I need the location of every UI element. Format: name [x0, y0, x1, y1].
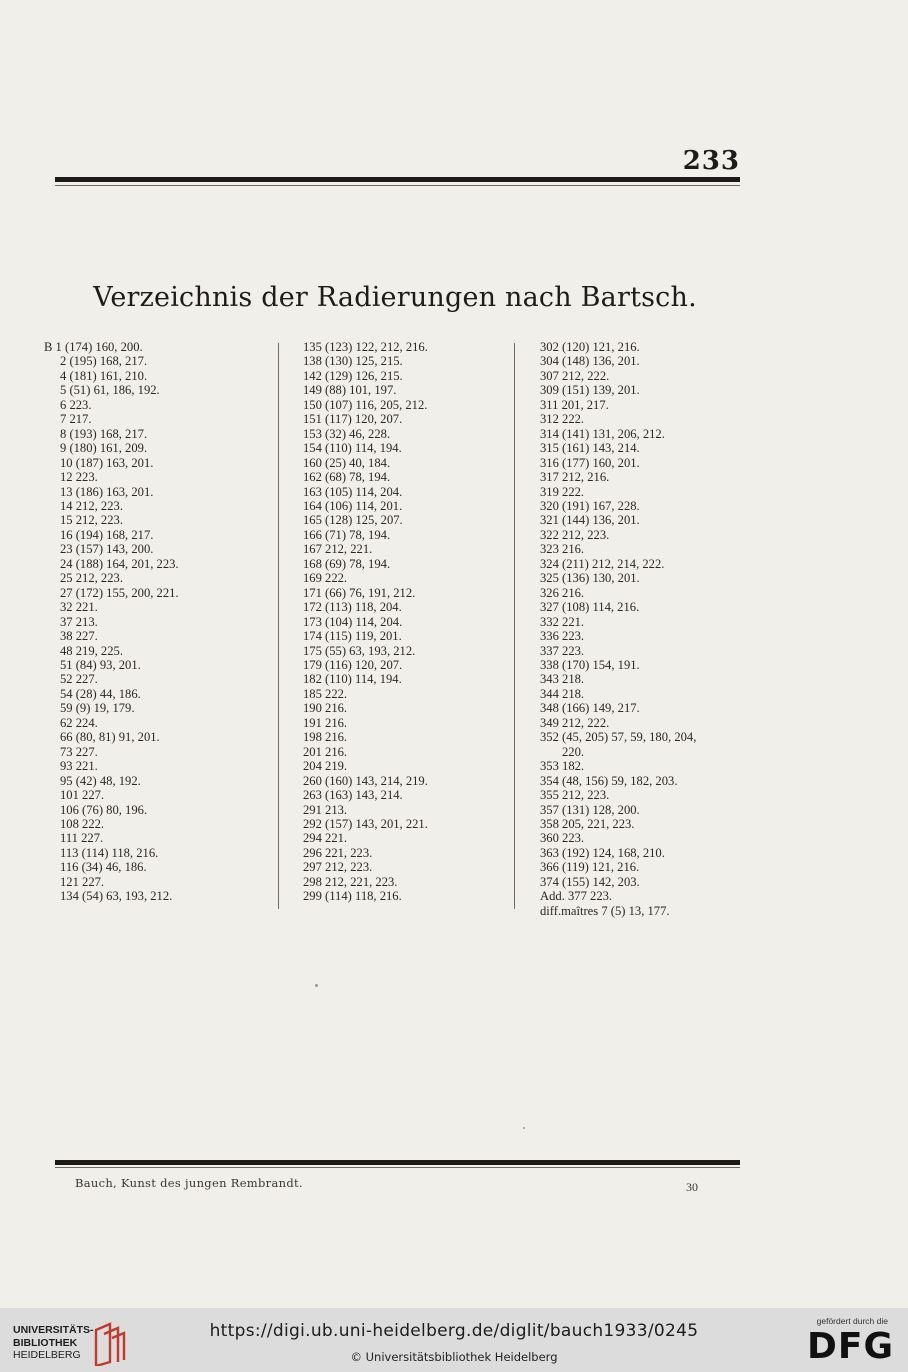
running-footer-title: Bauch, Kunst des jungen Rembrandt.: [75, 1176, 303, 1190]
index-entry: 175 (55) 63, 193, 212.: [303, 643, 416, 658]
index-entry: 322 212, 223.: [540, 527, 610, 542]
index-entry: 198 216.: [303, 730, 348, 745]
index-column-2: [303, 340, 508, 904]
page-title: Verzeichnis der Radierungen nach Bartsch.: [93, 282, 697, 313]
index-entry: 307 212, 222.: [540, 368, 610, 383]
index-entry: 162 (68) 78, 194.: [303, 470, 391, 485]
index-entry: 179 (116) 120, 207.: [303, 657, 403, 672]
index-entry: 323 216.: [540, 542, 585, 557]
column-divider-1: [278, 343, 279, 909]
index-entry: 15 212, 223.: [60, 513, 123, 528]
index-entry: 135 (123) 122, 212, 216.: [303, 340, 428, 354]
index-entry: 9 (180) 161, 209.: [60, 441, 148, 456]
index-entry: 302 (120) 121, 216.: [540, 340, 640, 354]
index-entry: 304 (148) 136, 201.: [540, 354, 640, 369]
index-entry: 343 218.: [540, 672, 585, 687]
dfg-logo-icon[interactable]: DFG: [806, 1326, 894, 1367]
index-entry: 164 (106) 114, 201.: [303, 498, 403, 513]
index-entry: 142 (129) 126, 215.: [303, 368, 403, 383]
index-entry: 316 (177) 160, 201.: [540, 455, 640, 470]
index-entry: 16 (194) 168, 217.: [60, 527, 154, 542]
page-number: 233: [682, 146, 740, 176]
index-entry: 191 216.: [303, 715, 348, 730]
index-entry: 7 217.: [60, 412, 92, 427]
index-entry: 153 (32) 46, 228.: [303, 426, 391, 441]
library-name-line1: UNIVERSITÄTS-: [13, 1324, 94, 1336]
index-entry: 51 (84) 93, 201.: [60, 657, 141, 672]
index-entry: 52 227.: [60, 672, 98, 687]
index-entry: 5 (51) 61, 186, 192.: [60, 383, 160, 398]
index-entry: 150 (107) 116, 205, 212.: [303, 397, 428, 412]
index-entry: 173 (104) 114, 204.: [303, 614, 403, 629]
index-entry: 298 212, 221, 223.: [303, 874, 398, 889]
index-entry: 73 227.: [60, 744, 98, 759]
index-entry: 294 221.: [303, 831, 348, 846]
index-entry: 106 (76) 80, 196.: [60, 802, 148, 817]
index-entry: 111 227.: [60, 831, 104, 846]
index-entry: 344 218.: [540, 686, 585, 701]
index-entry: 185 222.: [303, 686, 348, 701]
index-entry: 116 (34) 46, 186.: [60, 860, 147, 875]
index-entry: 324 (211) 212, 214, 222.: [540, 556, 665, 571]
index-entry: 66 (80, 81) 91, 201.: [60, 730, 160, 745]
index-entry: 138 (130) 125, 215.: [303, 354, 403, 369]
header-rule-thick: [55, 177, 740, 182]
index-entry: 374 (155) 142, 203.: [540, 874, 640, 889]
index-entry: 355 212, 223.: [540, 788, 610, 803]
library-name-line3: HEIDELBERG: [13, 1349, 81, 1361]
index-entry: 154 (110) 114, 194.: [303, 441, 402, 456]
index-entry: 2 (195) 168, 217.: [60, 354, 148, 369]
index-entry: 352 (45, 205) 57, 59, 180, 204,: [540, 730, 697, 745]
index-entry: 23 (157) 143, 200.: [60, 542, 154, 557]
index-entry: 113 (114) 118, 216.: [60, 845, 159, 860]
index-entry: 13 (186) 163, 201.: [60, 484, 154, 499]
index-entry: 48 219, 225.: [60, 643, 123, 658]
index-entry: 182 (110) 114, 194.: [303, 672, 402, 687]
index-entry: 326 216.: [540, 585, 585, 600]
index-entry: 108 222.: [60, 816, 105, 831]
index-entry: 151 (117) 120, 207.: [303, 412, 403, 427]
index-entry: 167 212, 221.: [303, 542, 373, 557]
index-entry: 171 (66) 76, 191, 212.: [303, 585, 416, 600]
index-entry: 93 221.: [60, 759, 98, 774]
index-entry: 299 (114) 118, 216.: [303, 889, 402, 904]
index-entry: 101 227.: [60, 788, 105, 803]
index-entry: 312 222.: [540, 412, 585, 427]
index-entry: 168 (69) 78, 194.: [303, 556, 391, 571]
index-entry: 121 227.: [60, 874, 105, 889]
index-entry: 309 (151) 139, 201.: [540, 383, 640, 398]
index-entry: 321 (144) 136, 201.: [540, 513, 640, 528]
library-name-line2: BIBLIOTHEK: [13, 1336, 78, 1349]
signature-mark: 30: [686, 1180, 698, 1194]
footer-rule-thick: [55, 1160, 740, 1165]
index-entry: 336 223.: [540, 629, 585, 644]
index-entry: 263 (163) 143, 214.: [303, 788, 403, 803]
index-entry: 59 (9) 19, 179.: [60, 701, 135, 716]
index-entry: diff.maîtres 7 (5) 13, 177.: [540, 903, 670, 918]
index-entry: 10 (187) 163, 201.: [60, 455, 154, 470]
index-entry: 348 (166) 149, 217.: [540, 701, 640, 716]
index-entry: 338 (170) 154, 191.: [540, 657, 640, 672]
viewer-footer-bar: [0, 1308, 908, 1372]
index-entry: 37 213.: [60, 614, 98, 629]
header-rule-thin: [55, 185, 740, 186]
copyright-notice: © Universitätsbibliothek Heidelberg: [350, 1350, 558, 1364]
index-entry: 311 201, 217.: [540, 397, 609, 412]
index-entry: 190 216.: [303, 701, 348, 716]
index-entry: 201 216.: [303, 744, 348, 759]
index-entry: 296 221, 223.: [303, 845, 373, 860]
paper-speck: [523, 1127, 525, 1129]
index-entry: 169 222.: [303, 571, 348, 586]
index-entry: 149 (88) 101, 197.: [303, 383, 397, 398]
index-entry: 38 227.: [60, 629, 98, 644]
index-entry: 14 212, 223.: [60, 498, 123, 513]
index-entry: B 1 (174) 160, 200.: [44, 340, 143, 354]
index-entry: 349 212, 222.: [540, 715, 610, 730]
index-entry: 134 (54) 63, 193, 212.: [60, 889, 173, 904]
index-entry: 174 (115) 119, 201.: [303, 629, 402, 644]
index-entry: 325 (136) 130, 201.: [540, 571, 640, 586]
column-divider-2: [514, 343, 515, 909]
index-entry: 327 (108) 114, 216.: [540, 600, 640, 615]
index-entry: 337 223.: [540, 643, 585, 658]
index-entry: 12 223.: [60, 470, 98, 485]
index-entry: 315 (161) 143, 214.: [540, 441, 640, 456]
index-entry: 332 221.: [540, 614, 585, 629]
index-entry: 297 212, 223.: [303, 860, 373, 875]
index-entry: 165 (128) 125, 207.: [303, 513, 403, 528]
index-column-1: [44, 340, 259, 904]
index-entry: 25 212, 223.: [60, 571, 123, 586]
index-entry: 319 222.: [540, 484, 585, 499]
index-entry: 291 213.: [303, 802, 348, 817]
permalink-url[interactable]: https://digi.ub.uni-heidelberg.de/diglit/bauch1933/0245: [209, 1321, 699, 1341]
index-entry: 4 (181) 161, 210.: [60, 368, 148, 383]
index-entry: 27 (172) 155, 200, 221.: [60, 585, 179, 600]
index-entry: 32 221.: [60, 600, 98, 615]
index-entry: 360 223.: [540, 831, 585, 846]
index-entry: 6 223.: [60, 397, 92, 412]
index-entry: 353 182.: [540, 759, 585, 774]
index-entry: 220.: [562, 744, 585, 759]
index-entry: Add. 377 223.: [540, 889, 613, 904]
footer-rule-thin: [55, 1167, 740, 1168]
index-entry: 354 (48, 156) 59, 182, 203.: [540, 773, 678, 788]
index-entry: 54 (28) 44, 186.: [60, 686, 141, 701]
index-entry: 363 (192) 124, 168, 210.: [540, 845, 665, 860]
index-entry: 292 (157) 143, 201, 221.: [303, 816, 428, 831]
index-entry: 260 (160) 143, 214, 219.: [303, 773, 428, 788]
index-entry: 357 (131) 128, 200.: [540, 802, 640, 817]
index-entry: 172 (113) 118, 204.: [303, 600, 402, 615]
index-entry: 95 (42) 48, 192.: [60, 773, 141, 788]
index-entry: 317 212, 216.: [540, 470, 610, 485]
index-column-3: [540, 340, 755, 918]
index-entry: 24 (188) 164, 201, 223.: [60, 556, 179, 571]
index-entry: 320 (191) 167, 228.: [540, 498, 640, 513]
index-entry: 166 (71) 78, 194.: [303, 527, 391, 542]
index-entry: 204 219.: [303, 759, 348, 774]
paper-speck: [315, 984, 318, 987]
index-entry: 62 224.: [60, 715, 98, 730]
index-entry: 160 (25) 40, 184.: [303, 455, 391, 470]
index-entry: 314 (141) 131, 206, 212.: [540, 426, 665, 441]
funding-label: gefördert durch die: [816, 1316, 888, 1326]
index-entry: 163 (105) 114, 204.: [303, 484, 403, 499]
index-entry: 358 205, 221, 223.: [540, 816, 635, 831]
index-entry: 8 (193) 168, 217.: [60, 426, 148, 441]
index-entry: 366 (119) 121, 216.: [540, 860, 640, 875]
